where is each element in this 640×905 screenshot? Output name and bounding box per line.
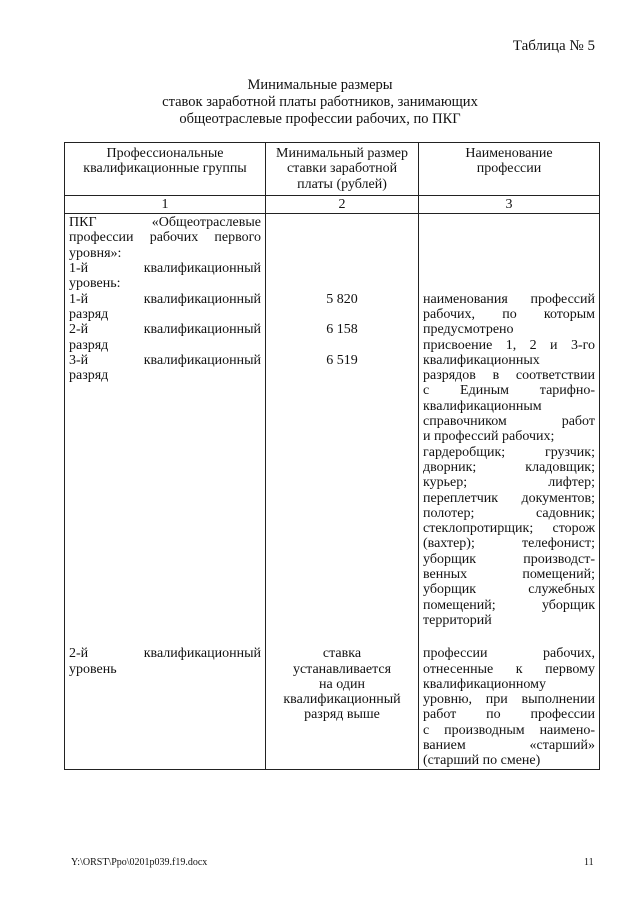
rate-value: 6 158 bbox=[326, 322, 358, 338]
table-title bbox=[0, 77, 640, 128]
title-line: Минимальные размеры bbox=[247, 77, 393, 93]
title-line: общеотраслевые профессии рабочих, по ПКГ bbox=[179, 111, 461, 127]
table-header-row bbox=[65, 143, 600, 196]
rate-value: 6 519 bbox=[326, 352, 358, 368]
rate-cell: ставка устанавливается на один квалификационный разряд выше bbox=[266, 646, 419, 769]
column-number: 2 bbox=[266, 195, 419, 213]
column-number-row bbox=[65, 195, 600, 213]
profession-cell: профессии рабочих, отнесенные к первому квалификационному уровню, при выполнении работ по профессии с производным наимено- ванием «старший» (старший по смене) bbox=[419, 646, 600, 769]
table-row bbox=[65, 646, 600, 769]
group-cell: ПКГ «Общеотраслевые профессии рабочих первого уровня»: 1-й квалификационный уровень: 1-й квалификационный разряд 2-й квалификационный разряд 3-й квалификационный разряд bbox=[65, 214, 266, 647]
column-number: 1 bbox=[65, 195, 266, 213]
table-number: Таблица № 5 bbox=[512, 38, 595, 54]
header-group: Профессиональные квалификационные группы bbox=[65, 143, 266, 196]
title-line: ставок заработной платы работников, занимающих bbox=[162, 94, 478, 110]
footer-file-path: Y:\ORST\Ppo\0201p039.f19.docx bbox=[71, 857, 208, 868]
salary-table bbox=[64, 142, 600, 770]
group-cell: 2-й квалификационный уровень bbox=[65, 646, 266, 769]
header-rate: Минимальный размер ставки заработной платы (рублей) bbox=[266, 143, 419, 196]
page-number: 11 bbox=[584, 857, 594, 868]
rate-value: 5 820 bbox=[326, 291, 358, 307]
table-row bbox=[65, 214, 600, 647]
rate-cell bbox=[266, 214, 419, 647]
profession-cell: наименования профессий рабочих, по которым предусмотрено присвоение 1, 2 и 3-го квалификационных разрядов в соответствии с Единым тарифно- квалификационным справочником работ и профессий рабочих; гардеробщик; грузчик; дворник; кладовщик; курьер; лифтер; переплетчик документов; полотер; садовник; стеклопротирщик; сторож (вахтер); телефонист; уборщик производст- венных помещений; уборщик служебных помещений; уборщик территорий bbox=[419, 214, 600, 647]
column-number: 3 bbox=[419, 195, 600, 213]
header-profession: Наименование профессии bbox=[419, 143, 600, 196]
